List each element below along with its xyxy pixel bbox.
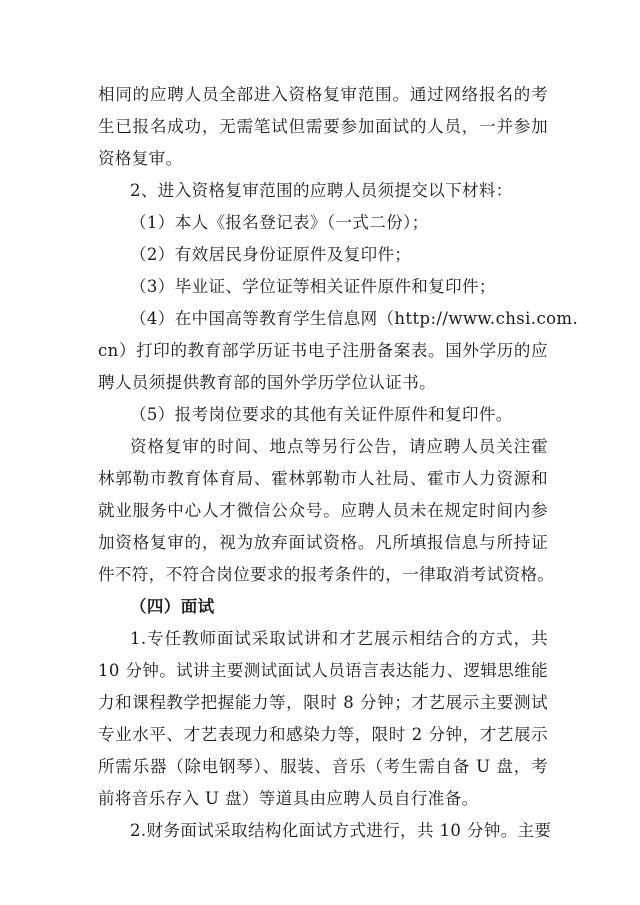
text-line: 生已报名成功，无需笔试但需要参加面试的人员，一并参加 — [98, 117, 548, 136]
text-line: 10 分钟。试讲主要测试面试人员语言表达能力、逻辑思维能 — [98, 661, 548, 680]
text-line: 林郭勒市教育体育局、霍林郭勒市人社局、霍市人力资源和 — [98, 469, 548, 488]
text-line: 前将音乐存入 U 盘）等道具由应聘人员自行准备。 — [98, 789, 479, 808]
text-line: 2.财务面试采取结构化面试方式进行，共 10 分钟。主要 — [130, 821, 552, 840]
text-line: （4）在中国高等教育学生信息网（http://www.chsi.com. — [130, 309, 579, 328]
text-line: 资格复审。 — [98, 149, 183, 168]
text-line: 2、进入资格复审范围的应聘人员须提交以下材料： — [130, 181, 513, 200]
text-line: 所需乐器（除电钢琴）、服装、音乐（考生需自备 U 盘，考 — [98, 757, 548, 776]
text-line: 专业水平、才艺表现力和感染力等，限时 2 分钟，才艺展示 — [98, 725, 548, 744]
text-line: 件不符，不符合岗位要求的报考条件的，一律取消考试资格。 — [98, 565, 555, 584]
text-line: （5）报考岗位要求的其他有关证件原件和复印件。 — [130, 405, 513, 424]
text-line: 力和课程教学把握能力等，限时 8 分钟；才艺展示主要测试 — [98, 693, 548, 712]
section-heading: （四）面试 — [130, 597, 215, 616]
text-line: 就业服务中心人才微信公众号。应聘人员未在规定时间内参 — [98, 501, 548, 520]
text-line: 加资格复审的，视为放弃面试资格。凡所填报信息与所持证 — [98, 533, 548, 552]
text-line: 聘人员须提供教育部的国外学历学位认证书。 — [98, 373, 436, 392]
text-line: （3）毕业证、学位证等相关证件原件和复印件； — [130, 277, 496, 296]
text-line: （1）本人《报名登记表》（一式二份）； — [130, 213, 429, 232]
text-line: cn）打印的教育部学历证书电子注册备案表。国外学历的应 — [98, 341, 548, 360]
text-line: 相同的应聘人员全部进入资格复审范围。通过网络报名的考 — [98, 85, 548, 104]
text-line: （2）有效居民身份证原件及复印件； — [130, 245, 412, 264]
text-line: 1.专任教师面试采取试讲和才艺展示相结合的方式，共 — [130, 629, 548, 648]
text-line: 资格复审的时间、地点等另行公告，请应聘人员关注霍 — [130, 437, 548, 456]
